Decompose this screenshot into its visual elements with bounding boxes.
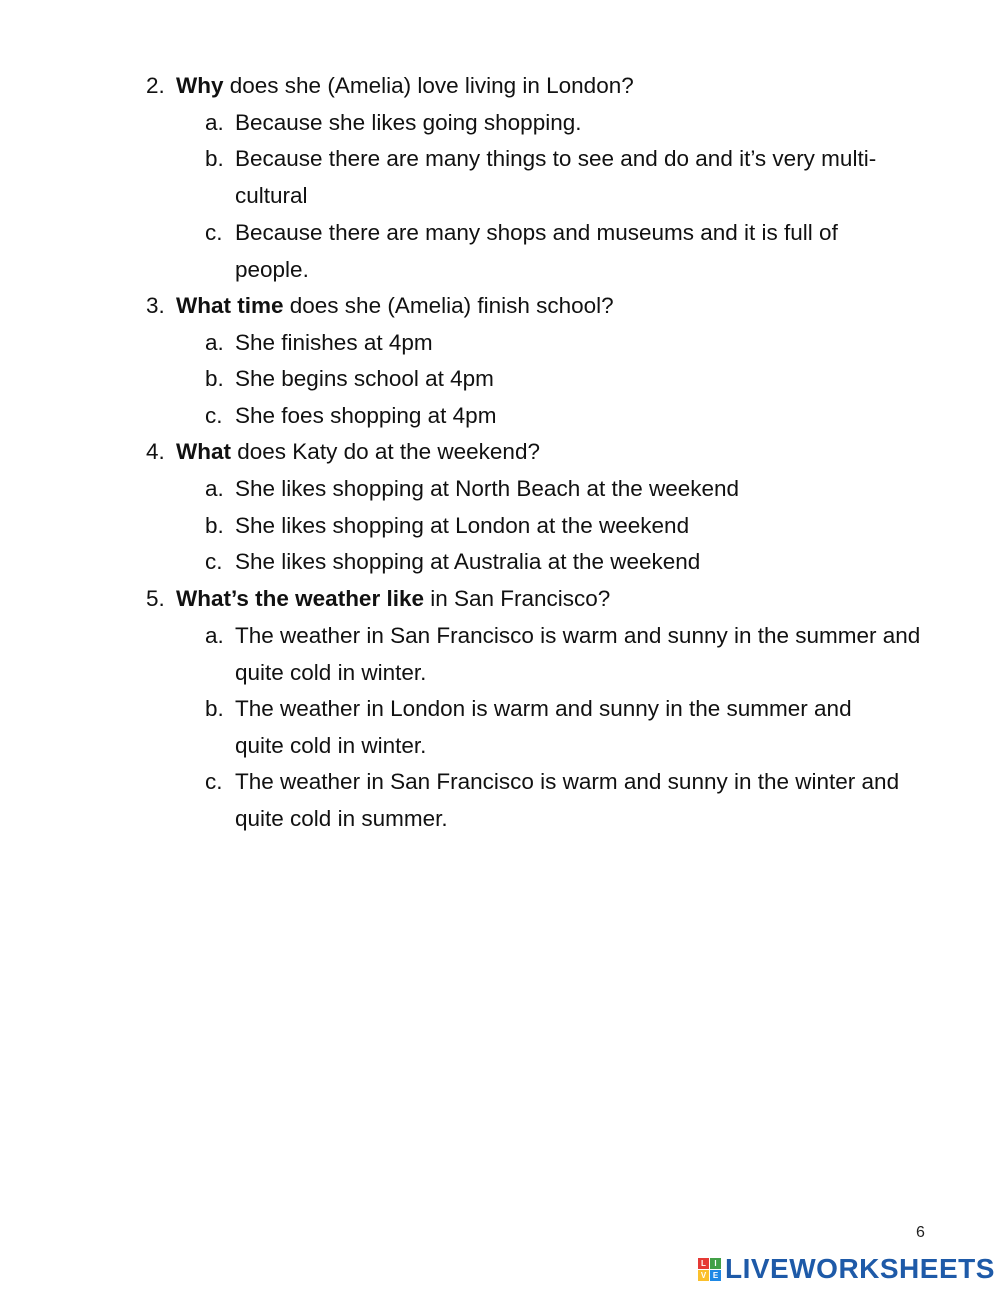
question-number: 3. bbox=[146, 293, 165, 318]
option-5c[interactable] bbox=[205, 763, 945, 837]
question-keyword: What time bbox=[176, 293, 284, 318]
option-text: Because she likes going shopping. bbox=[235, 110, 582, 135]
question-keyword: What’s the weather like bbox=[176, 586, 424, 611]
option-letter: c. bbox=[205, 220, 223, 245]
option-2a[interactable] bbox=[205, 104, 945, 141]
option-4c[interactable] bbox=[205, 543, 945, 580]
option-4a[interactable] bbox=[205, 470, 945, 507]
option-text: The weather in London is warm and sunny in the summer and quite cold in winter. bbox=[235, 696, 852, 758]
question-keyword: Why bbox=[176, 73, 224, 98]
question-text: in San Francisco? bbox=[423, 586, 611, 611]
option-letter: c. bbox=[205, 549, 223, 574]
option-text: She likes shopping at London at the weekend bbox=[235, 513, 690, 538]
option-text: She likes shopping at Australia at the weekend bbox=[235, 549, 701, 574]
liveworksheets-logo[interactable] bbox=[698, 1254, 995, 1284]
question-text: does she (Amelia) love living in London? bbox=[223, 73, 634, 98]
option-2c[interactable] bbox=[205, 214, 885, 288]
option-2b[interactable] bbox=[205, 140, 905, 214]
option-letter: a. bbox=[205, 476, 224, 501]
brand-name: LIVEWORKSHEETS bbox=[725, 1253, 995, 1284]
option-text: Because there are many shops and museums and it is full of people. bbox=[235, 220, 838, 282]
question-3 bbox=[146, 287, 946, 324]
option-letter: b. bbox=[205, 366, 224, 391]
question-number: 4. bbox=[146, 439, 165, 464]
option-3c[interactable] bbox=[205, 397, 945, 434]
logo-block-i: I bbox=[710, 1258, 721, 1269]
option-letter: c. bbox=[205, 769, 223, 794]
logo-block-v: V bbox=[698, 1270, 709, 1281]
question-4 bbox=[146, 433, 946, 470]
option-text: The weather in San Francisco is warm and sunny in the winter and quite cold in summer. bbox=[235, 769, 900, 831]
option-4b[interactable] bbox=[205, 507, 945, 544]
question-number: 5. bbox=[146, 586, 165, 611]
question-number: 2. bbox=[146, 73, 165, 98]
page-number: 6 bbox=[916, 1224, 925, 1241]
option-text: The weather in San Francisco is warm and sunny in the summer and quite cold in winter. bbox=[235, 623, 921, 685]
question-text: does she (Amelia) finish school? bbox=[283, 293, 614, 318]
option-text: She begins school at 4pm bbox=[235, 366, 494, 391]
option-letter: a. bbox=[205, 623, 224, 648]
option-letter: a. bbox=[205, 330, 224, 355]
option-letter: b. bbox=[205, 696, 224, 721]
question-5 bbox=[146, 580, 946, 617]
option-3a[interactable] bbox=[205, 324, 945, 361]
option-5b[interactable] bbox=[205, 690, 905, 764]
logo-block-e: E bbox=[710, 1270, 721, 1281]
option-3b[interactable] bbox=[205, 360, 945, 397]
logo-blocks-icon bbox=[698, 1258, 721, 1281]
question-keyword: What bbox=[176, 439, 231, 464]
option-text: She foes shopping at 4pm bbox=[235, 403, 497, 428]
question-2 bbox=[146, 67, 946, 104]
logo-block-l: L bbox=[698, 1258, 709, 1269]
question-text: does Katy do at the weekend? bbox=[231, 439, 540, 464]
option-letter: b. bbox=[205, 146, 224, 171]
option-letter: b. bbox=[205, 513, 224, 538]
option-text: She likes shopping at North Beach at the weekend bbox=[235, 476, 740, 501]
option-letter: a. bbox=[205, 110, 224, 135]
option-5a[interactable] bbox=[205, 617, 945, 691]
option-text: Because there are many things to see and do and it’s very multi-cultural bbox=[235, 146, 877, 208]
option-text: She finishes at 4pm bbox=[235, 330, 433, 355]
option-letter: c. bbox=[205, 403, 223, 428]
